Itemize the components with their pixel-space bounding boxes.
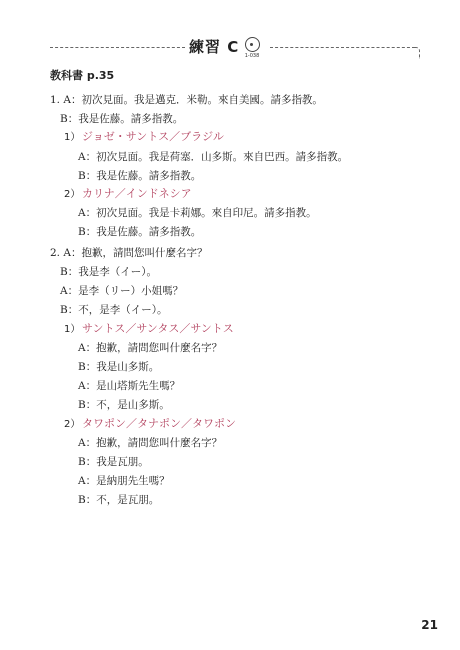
ex1-b-line: B：我是佐藤。請多指教。 [60, 113, 184, 125]
section-title: 練習 C [189, 38, 240, 56]
ex2-sub1-a2-line: A：是山塔斯先生嗎？ [78, 380, 181, 392]
ex2-sub2-prompt: タワポン／タナポン／タワポン [82, 417, 236, 430]
header-rule-left [50, 47, 185, 48]
ex2-sub1-a-line: A：抱歉，請問您叫什麼名字？ [78, 342, 223, 354]
ex2-sub2-a-line: A：抱歉，請問您叫什麼名字？ [78, 437, 223, 449]
ex1-sub2-b-line: B：我是佐藤。請多指教。 [78, 226, 202, 238]
ex2-sub1-number: 1） [64, 324, 81, 335]
cd-icon [245, 37, 260, 52]
ex1-sub2-prompt: カリナ／インドネシア [82, 187, 192, 200]
page-number: 21 [421, 618, 438, 632]
ex2-b-line: B：我是李（イー）。 [60, 266, 157, 278]
ex2-b2-line: B：不，是李（イー）。 [60, 304, 168, 316]
ex2-sub1-b2-line: B：不，是山多斯。 [78, 399, 170, 411]
header-rule-cap [415, 47, 420, 59]
ex2-a2-line: A：是李（リー）小姐嗎？ [60, 285, 184, 297]
textbook-reference: 教科書 p.35 [50, 69, 115, 82]
ex2-sub1-prompt: サントス／サンタス／サントス [82, 322, 234, 335]
ex1-sub2-a-line: A：初次見面。我是卡莉娜。來自印尼。請多指教。 [78, 207, 317, 219]
ex2-sub2-a2-line: A：是納朋先生嗎？ [78, 475, 170, 487]
cd-track-indicator [240, 37, 264, 59]
ex1-sub1-number: 1） [64, 132, 81, 143]
cd-track-number: 1-038 [244, 53, 260, 59]
ex1-sub2-number: 2） [64, 189, 81, 200]
ex2-a-line: 2. A：抱歉，請問您叫什麼名字？ [50, 247, 208, 259]
ex1-a-line: 1. A：初次見面。我是邁克．米勒。來自美國。請多指教。 [50, 94, 323, 106]
header-rule-right [270, 47, 415, 48]
ex1-sub1-a-line: A：初次見面。我是荷塞．山多斯。來自巴西。請多指教。 [78, 151, 349, 163]
ex2-sub2-b-line: B：我是瓦朋。 [78, 456, 149, 468]
ex1-sub1-b-line: B：我是佐藤。請多指教。 [78, 170, 202, 182]
ex2-sub2-b2-line: B：不，是瓦朋。 [78, 494, 160, 506]
ex1-sub1-prompt: ジョゼ・サントス／ブラジル [82, 130, 224, 143]
ex2-sub2-number: 2） [64, 419, 81, 430]
ex2-sub1-b-line: B：我是山多斯。 [78, 361, 160, 373]
